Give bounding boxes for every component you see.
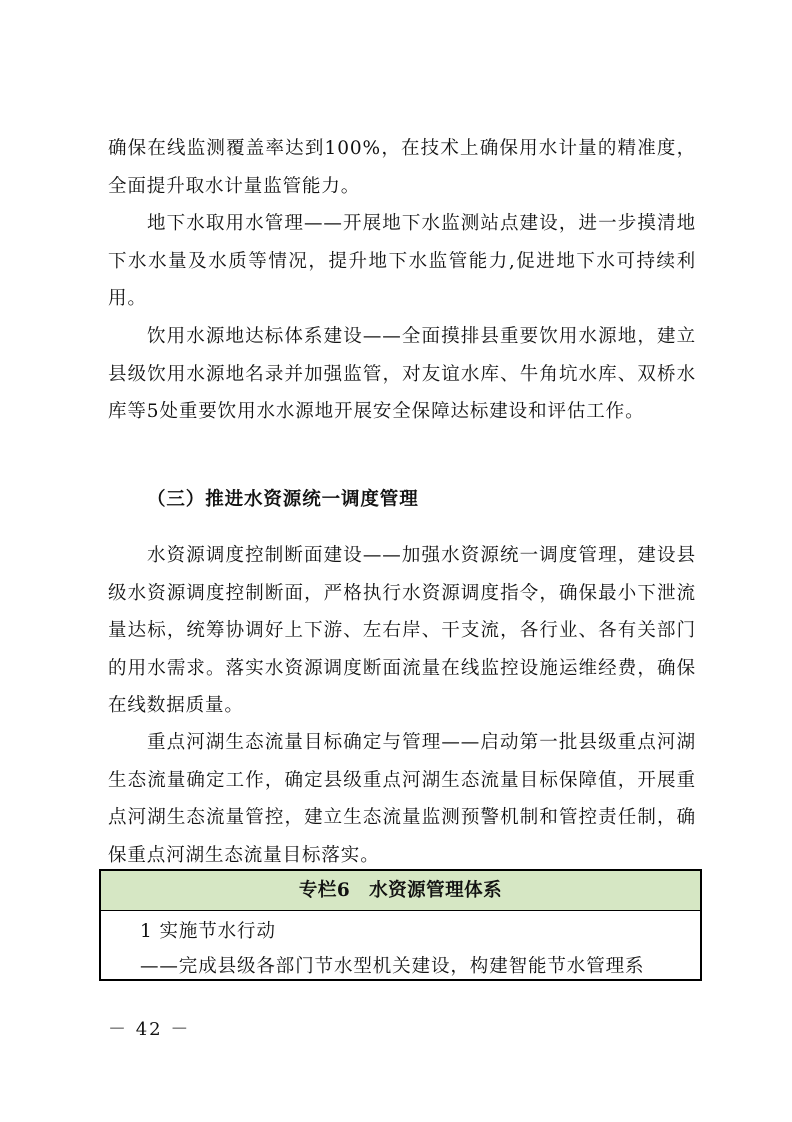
column-box-item: 1 实施节水行动 (140, 921, 276, 942)
paragraph-dispatch-control: 水资源调度控制断面建设——加强水资源统一调度管理，建设县级水资源调度控制断面，严格执行水资源调度指令，确保最小下泄流量达标，统筹协调好上下游、左右岸、干支流，各行业、各有关部门的用水需求。落实水资源调度断面流量在线监控设施运维经费，确保在线数据质量。 (108, 545, 696, 716)
column-box (99, 869, 702, 981)
paragraph-groundwater: 地下水取用水管理——开展地下水监测站点建设，进一步摸清地下水水量及水质等情况，提升地下水监管能力,促进地下水可持续利用。 (108, 213, 696, 309)
column-box-title: 专栏6 水资源管理体系 (101, 871, 700, 911)
paragraph-drinking-water: 饮用水源地达标体系建设——全面摸排县重要饮用水源地，建立县级饮用水源地名录并加强监管，对友谊水库、牛角坑水库、双桥水库等5处重要饮用水水源地开展安全保障达标建设和评估工作。 (108, 326, 696, 422)
paragraph-continuation: 确保在线监测覆盖率达到100%，在技术上确保用水计量的精准度，全面提升取水计量监管能力。 (108, 138, 696, 197)
column-box-body (101, 911, 700, 984)
paragraph-ecological-flow: 重点河湖生态流量目标确定与管理——启动第一批县级重点河湖生态流量确定工作，确定县级重点河湖生态流量目标保障值，开展重点河湖生态流量管控，建立生态流量监测预警机制和管控责任制，确保重点河湖生态流量目标落实。 (108, 732, 696, 866)
page-number: － 42 － (108, 1019, 191, 1040)
column-box-item: ——完成县级各部门节水型机关建设，构建智能节水管理系 (140, 956, 645, 977)
section-heading: （三）推进水资源统一调度管理 (147, 489, 419, 510)
